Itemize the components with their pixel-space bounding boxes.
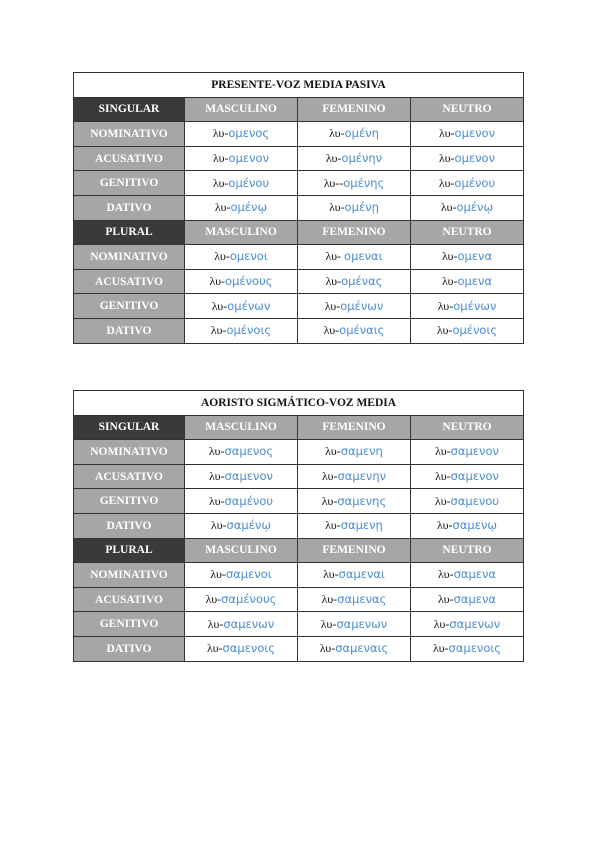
form-cell (298, 122, 411, 147)
case-label: ACUSATIVO (74, 146, 185, 171)
gender-column-header: NEUTRO (411, 415, 524, 440)
table-row (74, 122, 524, 147)
stem-text: λυ- (438, 567, 454, 582)
form-cell (185, 146, 298, 171)
form-cell (185, 464, 298, 489)
form-cell (298, 294, 411, 319)
ending-text: ομένη (344, 126, 379, 141)
ending-text: σαμενων (336, 616, 388, 631)
ending-text: ομέναις (339, 323, 385, 338)
title-row (74, 391, 524, 416)
form-cell (411, 294, 524, 319)
form-cell (185, 489, 298, 514)
stem-text: λυ- (211, 298, 228, 313)
ending-text: ομένῃ (344, 200, 379, 215)
case-label: ACUSATIVO (74, 464, 185, 489)
table-row (74, 146, 524, 171)
stem-text: λυ- (325, 444, 341, 459)
ending-text: σαμενην (337, 469, 387, 484)
gender-column-header: FEMENINO (298, 538, 411, 563)
form-cell (185, 612, 298, 637)
stem-text: λυ- (440, 200, 457, 215)
case-label: ACUSATIVO (74, 269, 185, 294)
stem-text: λυ- (205, 592, 222, 607)
form-cell (411, 122, 524, 147)
stem-text: λυ- (437, 298, 454, 313)
form-cell (411, 318, 524, 343)
form-cell (411, 563, 524, 588)
table-row (74, 612, 524, 637)
ending-text: σαμεναι (338, 567, 385, 582)
ending-text: σαμενον (450, 469, 499, 484)
stem-text: λυ- (438, 592, 454, 607)
stem-text: λυ- (209, 274, 226, 289)
ending-text: σαμενῳ (452, 518, 498, 533)
form-cell (298, 269, 411, 294)
stem-text: λυ- (210, 323, 227, 338)
case-label: NOMINATIVO (74, 563, 185, 588)
case-label: DATIVO (74, 636, 185, 661)
stem-text: λυ- (325, 518, 341, 533)
ending-text: σαμενας (337, 592, 387, 607)
stem-text: λυ- (439, 126, 455, 141)
ending-text: σαμενῃ (340, 518, 383, 533)
case-label: NOMINATIVO (74, 122, 185, 147)
form-cell (298, 245, 411, 270)
form-cell (298, 195, 411, 220)
stem-text: λυ- (325, 151, 342, 166)
ending-text: σαμένῳ (226, 518, 271, 533)
form-cell (298, 318, 411, 343)
form-cell (298, 146, 411, 171)
stem-text: λυ- (214, 249, 230, 264)
form-cell (411, 269, 524, 294)
form-cell (185, 587, 298, 612)
ending-text: ομένῳ (456, 200, 494, 215)
ending-text: σαμενος (224, 444, 274, 459)
ending-text: ομένους (225, 274, 273, 289)
case-label: DATIVO (74, 513, 185, 538)
stem-text: λυ- (207, 616, 224, 631)
stem-text: λυ- (209, 469, 225, 484)
table-row (74, 294, 524, 319)
form-cell (185, 636, 298, 661)
ending-text: ομενον (228, 151, 269, 166)
form-cell (411, 146, 524, 171)
section-header-row (74, 415, 524, 440)
section-header-row (74, 220, 524, 245)
ending-text: ομένων (340, 298, 384, 313)
stem-text: λυ- (324, 298, 341, 313)
case-label: GENITIVO (74, 294, 185, 319)
table-row (74, 269, 524, 294)
stem-text: λυ- (210, 567, 226, 582)
stem-text: λυ- (325, 274, 342, 289)
stem-text: λυ- (323, 323, 340, 338)
stem-text: λυ- (319, 641, 336, 656)
ending-text: ομένας (341, 274, 383, 289)
ending-text: σαμενα (453, 592, 496, 607)
form-cell (411, 489, 524, 514)
ending-text: ομένῳ (230, 200, 268, 215)
form-cell (298, 636, 411, 661)
declension-table-aoristo (73, 390, 524, 662)
number-label: PLURAL (74, 538, 185, 563)
ending-text: ομενοι (229, 249, 268, 264)
form-cell (298, 612, 411, 637)
stem-text: λυ- (441, 249, 458, 264)
stem-text: λυ- (210, 518, 227, 533)
section-header-row (74, 97, 524, 122)
ending-text: σαμενου (450, 493, 500, 508)
stem-text: λυ- (321, 493, 338, 508)
ending-text: ομένων (453, 298, 497, 313)
stem-text: λυ- (321, 469, 338, 484)
stem-text: λυ- (437, 518, 453, 533)
form-cell (298, 464, 411, 489)
form-cell (185, 122, 298, 147)
ending-text: σαμενης (337, 493, 387, 508)
table-row (74, 171, 524, 196)
ending-text: σαμενα (453, 567, 496, 582)
ending-text: σαμενοι (225, 567, 272, 582)
form-cell (185, 318, 298, 343)
ending-text: σαμενοις (448, 641, 502, 656)
case-label: GENITIVO (74, 612, 185, 637)
form-cell (185, 195, 298, 220)
ending-text: σαμενων (223, 616, 275, 631)
table-title: PRESENTE-VOZ MEDIA PASIVA (74, 73, 524, 98)
form-cell (411, 171, 524, 196)
table-row (74, 318, 524, 343)
ending-text: ομενα (457, 249, 493, 264)
ending-text: ομενα (457, 274, 493, 289)
stem-text: λυ- (435, 444, 451, 459)
gender-column-header: MASCULINO (185, 415, 298, 440)
case-label: DATIVO (74, 195, 185, 220)
ending-text: σαμενον (450, 444, 499, 459)
stem-text: λυ- (321, 592, 338, 607)
form-cell (411, 195, 524, 220)
gender-column-header: NEUTRO (411, 538, 524, 563)
stem-text: λυ- (432, 641, 449, 656)
stem-text: λυ- (438, 175, 455, 190)
ending-text: ομενος (228, 126, 270, 141)
section-header-row (74, 538, 524, 563)
number-label: SINGULAR (74, 97, 185, 122)
table-row (74, 195, 524, 220)
stem-text: λυ- (435, 469, 451, 484)
ending-text: ομένοις (226, 323, 272, 338)
table-row (74, 464, 524, 489)
form-cell (298, 171, 411, 196)
table-row (74, 245, 524, 270)
table-row (74, 563, 524, 588)
form-cell (298, 513, 411, 538)
form-cell (185, 294, 298, 319)
case-label: GENITIVO (74, 489, 185, 514)
ending-text: ομεναι (344, 249, 383, 264)
form-cell (411, 612, 524, 637)
table-row (74, 587, 524, 612)
gender-column-header: FEMENINO (298, 97, 411, 122)
gender-column-header: FEMENINO (298, 220, 411, 245)
gender-column-header: NEUTRO (411, 220, 524, 245)
table-row (74, 636, 524, 661)
form-cell (411, 464, 524, 489)
ending-text: ομένης (343, 175, 385, 190)
stem-text: λυ- (208, 444, 225, 459)
form-cell (411, 587, 524, 612)
form-cell (185, 245, 298, 270)
form-cell (411, 513, 524, 538)
stem-text: λυ- (214, 200, 231, 215)
ending-text: ομένοις (452, 323, 498, 338)
form-cell (298, 440, 411, 465)
stem-text: λυ- (325, 249, 345, 264)
case-label: GENITIVO (74, 171, 185, 196)
case-label: NOMINATIVO (74, 245, 185, 270)
table-row (74, 440, 524, 465)
ending-text: σαμενοις (222, 641, 276, 656)
case-label: ACUSATIVO (74, 587, 185, 612)
gender-column-header: MASCULINO (185, 220, 298, 245)
stem-text: λυ- (434, 493, 451, 508)
form-cell (185, 513, 298, 538)
gender-column-header: NEUTRO (411, 97, 524, 122)
stem-text: λυ- (213, 151, 229, 166)
stem-text: λυ- (206, 641, 223, 656)
gender-column-header: MASCULINO (185, 97, 298, 122)
stem-text: λυ- (212, 175, 229, 190)
stem-text: λυ- (320, 616, 337, 631)
number-label: SINGULAR (74, 415, 185, 440)
ending-text: σαμένου (224, 493, 274, 508)
stem-text: λυ- (441, 274, 458, 289)
ending-text: σαμενων (449, 616, 501, 631)
title-row (74, 73, 524, 98)
form-cell (298, 587, 411, 612)
form-cell (411, 245, 524, 270)
gender-column-header: MASCULINO (185, 538, 298, 563)
ending-text: ομενον (454, 126, 495, 141)
table-title: AORISTO SIGMÁTICO-VOZ MEDIA (74, 391, 524, 416)
form-cell (185, 269, 298, 294)
form-cell (185, 563, 298, 588)
form-cell (411, 636, 524, 661)
case-label: DATIVO (74, 318, 185, 343)
number-label: PLURAL (74, 220, 185, 245)
stem-text: λυ- (208, 493, 225, 508)
ending-text: ομενον (454, 151, 495, 166)
stem-text: λυ- (212, 126, 229, 141)
stem-text: λυ- (329, 126, 345, 141)
ending-text: σαμενον (224, 469, 273, 484)
form-cell (298, 489, 411, 514)
declension-table-presente (73, 72, 524, 344)
ending-text: σαμεναις (335, 641, 389, 656)
form-cell (298, 563, 411, 588)
ending-text: ομένου (228, 175, 270, 190)
case-label: NOMINATIVO (74, 440, 185, 465)
stem-text: λυ- (439, 151, 455, 166)
stem-text: λυ- (323, 567, 339, 582)
stem-text: λυ-- (323, 175, 344, 190)
stem-text: λυ- (436, 323, 453, 338)
table-row (74, 513, 524, 538)
ending-text: σαμενη (340, 444, 383, 459)
stem-text: λυ- (433, 616, 450, 631)
form-cell (185, 440, 298, 465)
form-cell (411, 440, 524, 465)
ending-text: ομένην (341, 151, 383, 166)
stem-text: λυ- (329, 200, 345, 215)
table-row (74, 489, 524, 514)
form-cell (185, 171, 298, 196)
ending-text: σαμένους (221, 592, 277, 607)
ending-text: ομένου (454, 175, 496, 190)
ending-text: ομένων (227, 298, 271, 313)
gender-column-header: FEMENINO (298, 415, 411, 440)
